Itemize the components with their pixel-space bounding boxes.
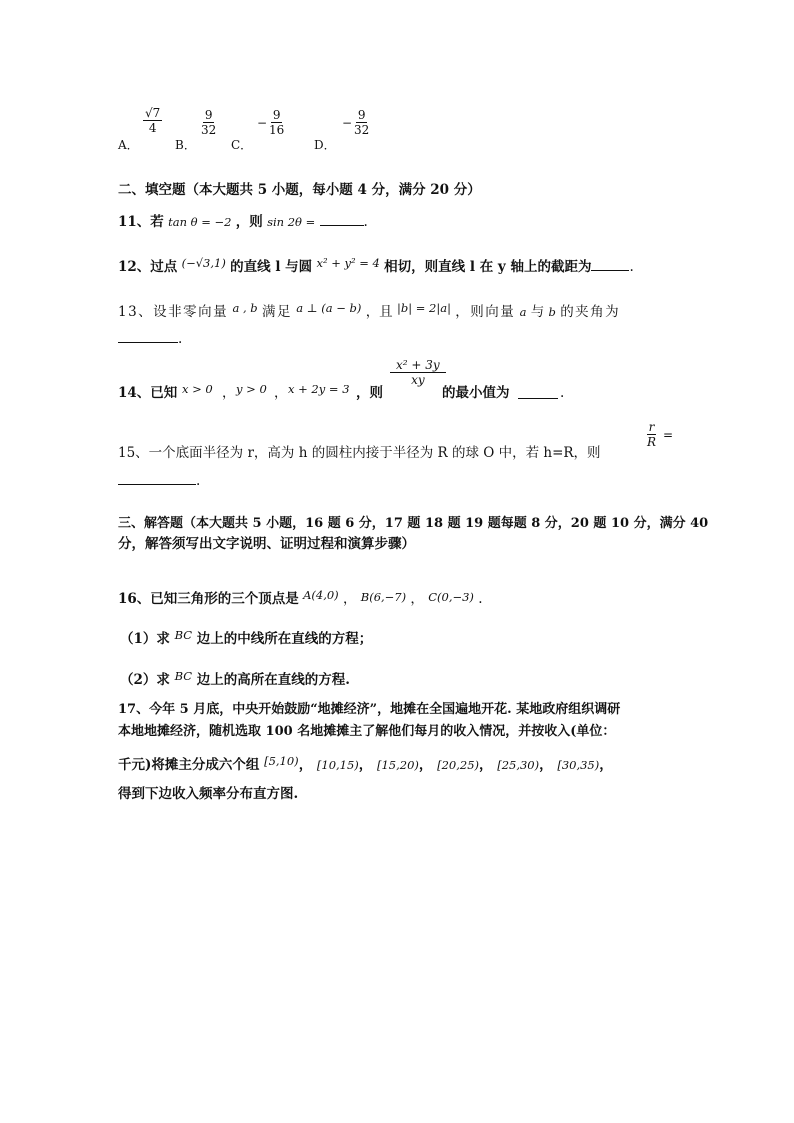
q13-vector-a: a xyxy=(519,305,527,319)
q15-fraction-denominator: R xyxy=(647,435,657,449)
q16-point-b: B(6,−7) xyxy=(360,590,407,604)
q13-answer-blank xyxy=(118,330,178,343)
q17-sep-2: ， xyxy=(358,757,373,773)
question-17-line-2: 本地地摊经济，随机选取 100 名地摊摊主了解他们每月的收入情况，并按收入(单位： xyxy=(118,724,616,739)
option-d-label: D． xyxy=(314,138,336,152)
section-2-heading: 二、填空题（本大题共 5 小题，每小题 4 分，满分 20 分） xyxy=(118,182,481,198)
option-a-numerator: √7 xyxy=(145,106,161,120)
q14-answer-blank xyxy=(518,386,558,399)
q14-end: . xyxy=(560,385,565,401)
q14-fraction-denominator: xy xyxy=(411,373,425,387)
q17-sep-6: ， xyxy=(599,757,613,773)
q13-vector-b: b xyxy=(548,305,556,319)
q11-mid: ，则 xyxy=(235,214,263,230)
option-d-numerator: 9 xyxy=(357,108,366,122)
q12-mid2: 相切，则直线 l 在 y 轴上的截距为 xyxy=(384,259,592,275)
q13-mid1: 满足 xyxy=(261,304,292,320)
q15-fraction xyxy=(645,420,658,449)
q14-fraction xyxy=(390,358,446,387)
option-d-denominator: 32 xyxy=(354,123,370,137)
q16-sep2: ， xyxy=(410,591,424,607)
question-16-part-2 xyxy=(120,671,350,689)
q15-equals: = xyxy=(663,428,674,442)
q16-part1-suffix: 边上的中线所在直线的方程； xyxy=(196,631,373,647)
question-16 xyxy=(118,590,483,608)
option-c-label: C． xyxy=(231,138,253,152)
answer-options xyxy=(118,104,418,154)
q15-answer-blank xyxy=(118,472,196,485)
q17-sep-4: ， xyxy=(479,757,493,773)
q15-line2-suffix: . xyxy=(196,473,201,489)
q17-interval-6: [30,35) xyxy=(557,758,600,772)
option-a-label: A． xyxy=(118,138,139,152)
question-13 xyxy=(118,303,620,321)
q12-mid1: 的直线 l 与圆 xyxy=(230,259,313,275)
q13-suffix: 的夹角为 xyxy=(560,304,621,320)
q16-part2-prefix: （2）求 xyxy=(120,672,170,688)
option-d-sign: − xyxy=(342,116,353,130)
question-11 xyxy=(118,213,368,231)
q16-part2-bc: BC xyxy=(174,669,193,683)
option-a-fraction xyxy=(143,106,162,135)
q13-perpendicular-condition: a ⊥ (a − b) xyxy=(296,301,362,315)
q17-interval-1: [5,10) xyxy=(264,754,299,768)
q16-part2-suffix: 边上的高所在直线的方程. xyxy=(196,672,350,688)
q16-point-a: A(4,0) xyxy=(303,588,339,602)
q13-mid2: ，且 xyxy=(365,304,393,320)
question-15-line-2 xyxy=(118,472,200,490)
q14-prefix: 14、已知 xyxy=(118,385,178,401)
q16-point-c: C(0,−3) xyxy=(428,590,474,604)
q13-line2-suffix: . xyxy=(178,331,183,347)
q17-sep-1: ， xyxy=(298,757,313,773)
q13-and: 与 xyxy=(530,304,545,320)
q13-mid3: ，则向量 xyxy=(455,304,516,320)
q12-prefix: 12、过点 xyxy=(118,259,178,275)
q15-text: 15、一个底面半径为 r，高为 h 的圆柱内接于半径为 R 的球 O 中，若 h=R，则 xyxy=(118,445,601,461)
option-b-fraction xyxy=(199,108,218,137)
option-c-denominator: 16 xyxy=(269,123,285,137)
q16-part1-bc: BC xyxy=(174,628,193,642)
question-13-line-2 xyxy=(118,330,182,348)
option-b-denominator: 32 xyxy=(201,123,217,137)
option-b-numerator: 9 xyxy=(204,108,213,122)
q17-sep-5: ， xyxy=(539,757,553,773)
question-17-line-4: 得到下边收入频率分布直方图. xyxy=(118,786,299,802)
q14-sep1: ， xyxy=(222,385,236,401)
q14-suffix: 的最小值为 xyxy=(442,385,510,401)
option-d-fraction xyxy=(352,108,371,137)
q12-point: (−√3,1) xyxy=(181,256,226,270)
q12-answer-blank xyxy=(591,258,629,271)
option-c-numerator: 9 xyxy=(272,108,281,122)
q12-suffix: . xyxy=(629,259,634,275)
q16-part1-prefix: （1）求 xyxy=(120,631,170,647)
q17-interval-3: [15,20) xyxy=(377,758,419,772)
option-c-fraction xyxy=(267,108,286,137)
q13-magnitude-condition: |b| = 2|a| xyxy=(396,301,451,315)
q17-sep-3: ， xyxy=(418,757,433,773)
q17-interval-2: [10,15) xyxy=(316,758,359,772)
question-16-part-1 xyxy=(120,630,372,648)
q14-sep2: ， xyxy=(274,385,288,401)
q11-math-sin: sin 2θ = xyxy=(267,215,316,229)
q11-suffix: . xyxy=(363,214,368,230)
question-17-line-3 xyxy=(118,756,613,774)
q14-mid: ，则 xyxy=(356,385,383,401)
question-14 xyxy=(118,360,598,404)
q13-vectors: a , b xyxy=(232,301,258,315)
q16-sep1: ， xyxy=(342,591,357,607)
section-3-heading-line-1: 三、解答题（本大题共 5 小题，16 题 6 分，17 题 18 题 19 题每题 8 分，20 题 10 分，满分 40 xyxy=(118,516,709,531)
option-b-label: B． xyxy=(175,138,196,152)
question-12 xyxy=(118,258,634,276)
q14-fraction-numerator: x² + 3y xyxy=(390,358,446,373)
option-a-denominator: 4 xyxy=(148,121,157,135)
q16-suffix: . xyxy=(478,591,483,607)
q13-prefix: 13、设非零向量 xyxy=(118,304,229,320)
q17-interval-5: [25,30) xyxy=(497,758,540,772)
question-15 xyxy=(118,444,601,462)
section-3-heading-line-2: 分，解答须写出文字说明、证明过程和演算步骤） xyxy=(118,536,415,552)
q16-prefix: 16、已知三角形的三个顶点是 xyxy=(118,591,299,607)
q17-line3-prefix: 千元)将摊主分成六个组 xyxy=(118,757,260,773)
q14-cond-y: y > 0 xyxy=(236,382,267,396)
question-17-line-1: 17、今年 5 月底，中央开始鼓励“地摊经济”，地摊在全国遍地开花. 某地政府组织调研 xyxy=(118,702,621,717)
q12-circle-equation: x² + y² = 4 xyxy=(316,256,380,270)
option-c-sign: − xyxy=(257,116,268,130)
q14-cond-x: x > 0 xyxy=(182,382,213,396)
q11-math-tan: tan θ = −2 xyxy=(168,215,232,229)
q11-answer-blank xyxy=(320,213,364,226)
q15-fraction-numerator: r xyxy=(648,420,655,434)
q17-interval-4: [20,25) xyxy=(437,758,480,772)
q11-prefix: 11、若 xyxy=(118,214,164,230)
q14-constraint: x + 2y = 3 xyxy=(288,382,350,396)
